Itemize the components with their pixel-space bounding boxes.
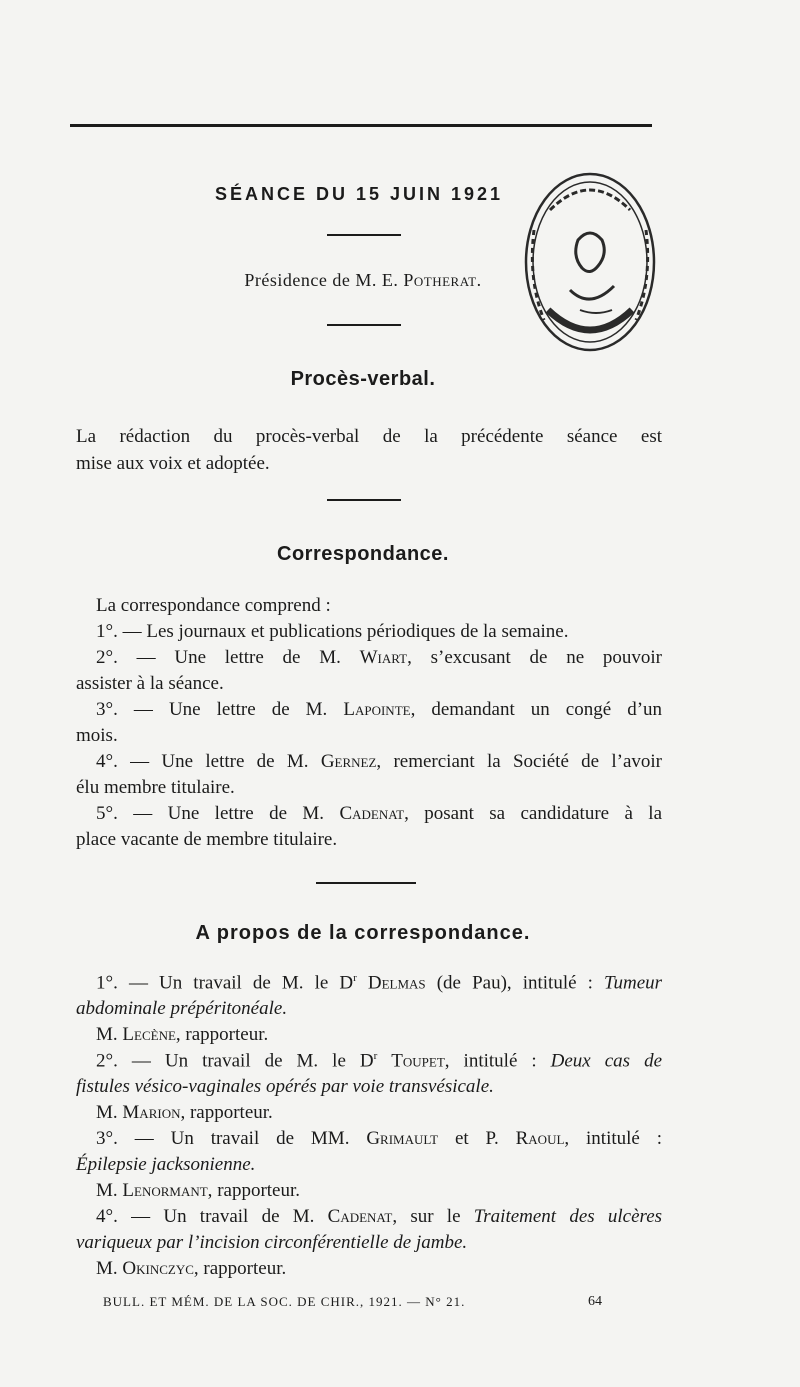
author-name: Gernez, xyxy=(320,751,382,772)
rapporteur-name: Lecène, xyxy=(122,1024,181,1045)
item-number: 4°. xyxy=(96,1206,118,1227)
item-number: 5°. xyxy=(96,803,118,824)
work-title: variqueux par l’incision circonférentielle de jambe. xyxy=(76,1232,468,1253)
item-text: — Un travail de M. xyxy=(131,1206,315,1227)
item-continuation: élu membre titulaire. xyxy=(76,777,235,798)
presidence-prefix: Présidence de M. E. xyxy=(244,270,399,290)
rapporteur-role: rapporteur. xyxy=(217,1180,301,1201)
text-line: La rédaction du procès-verbal de la précédente séance est xyxy=(76,426,662,447)
rapporteur-role: rapporteur. xyxy=(185,1024,269,1045)
rapporteur-prefix: M. xyxy=(96,1102,118,1123)
item-number: 4°. xyxy=(96,751,118,772)
item-text: (de Pau), intitulé : xyxy=(436,972,593,994)
rapporteur-line xyxy=(76,1180,662,1202)
item-text: posant sa candidature à la xyxy=(424,803,663,824)
item-text: — Une lettre de M. xyxy=(130,751,309,772)
item-text: sur le xyxy=(410,1206,461,1227)
correspondance-intro: La correspondance comprend : xyxy=(96,595,331,616)
president-name: Potherat. xyxy=(403,270,482,290)
library-seal-icon xyxy=(520,170,660,365)
item-number: 1°. xyxy=(96,972,118,994)
author-name: Cadenat, xyxy=(339,803,409,824)
item-continuation: assister à la séance. xyxy=(76,673,224,694)
item-text: — Une lettre de M. xyxy=(133,699,328,720)
item-text: — Un travail de MM. xyxy=(134,1128,350,1149)
running-footer: BULL. ET MÉM. DE LA SOC. DE CHIR., 1921. — N° 21. xyxy=(103,1294,466,1309)
correspondance-item xyxy=(76,699,662,721)
item-text: — Un travail de M. le D xyxy=(131,1050,374,1072)
divider xyxy=(327,499,401,501)
item-continuation xyxy=(76,1154,662,1176)
item-text: — Une lettre de M. xyxy=(136,647,341,668)
work-title: Deux cas de xyxy=(550,1050,663,1072)
work-title: fistules vésico-vaginales opérés par voie transvésicale. xyxy=(76,1076,494,1097)
rapporteur-name: Okinczyc, xyxy=(122,1258,199,1279)
item-text: intitulé : xyxy=(586,1128,663,1149)
work-title: Épilepsie jacksonienne. xyxy=(76,1154,256,1175)
item-continuation xyxy=(76,998,662,1020)
page-number: 64 xyxy=(588,1294,602,1309)
item-number: 2°. xyxy=(96,1050,118,1072)
author-name: Delmas xyxy=(367,972,426,994)
author-name: Cadenat, xyxy=(327,1206,398,1227)
apropos-item xyxy=(76,1050,662,1072)
author-name: Lapointe, xyxy=(343,699,416,720)
apropos-item xyxy=(76,1128,662,1150)
item-text: — Un travail de M. le D xyxy=(128,972,354,994)
divider xyxy=(327,234,401,236)
correspondance-item xyxy=(76,803,662,825)
item-number: 2°. xyxy=(96,647,118,668)
rapporteur-line xyxy=(76,1024,662,1046)
item-text: — Une lettre de M. xyxy=(133,803,325,824)
rapporteur-name: Marion, xyxy=(122,1102,186,1123)
author-name: Grimault xyxy=(366,1128,439,1149)
section-heading-proces-verbal: Procès-verbal. xyxy=(290,368,436,390)
superscript: r xyxy=(373,1050,378,1062)
section-heading-apropos: A propos de la correspondance. xyxy=(195,922,531,944)
work-title: abdominale prépéritonéale. xyxy=(76,998,288,1019)
seance-title: SÉANCE DU 15 JUIN 1921 xyxy=(214,184,504,204)
rapporteur-line xyxy=(76,1258,662,1280)
rapporteur-name: Lenormant, xyxy=(122,1180,213,1201)
item-continuation: mois. xyxy=(76,725,118,746)
item-number: 3°. xyxy=(96,699,118,720)
correspondance-item xyxy=(76,621,662,643)
rapporteur-prefix: M. xyxy=(96,1024,118,1045)
work-title: Traitement des ulcères xyxy=(473,1206,663,1227)
rapporteur-role: rapporteur. xyxy=(203,1258,287,1279)
top-rule xyxy=(70,124,652,127)
superscript: r xyxy=(353,972,357,984)
text-line: mise aux voix et adoptée. xyxy=(76,453,270,474)
item-continuation xyxy=(76,1076,662,1098)
item-number: 3°. xyxy=(96,1128,118,1149)
item-text: et P. xyxy=(454,1128,499,1149)
correspondance-item xyxy=(76,751,662,773)
item-text: — Les journaux et publications périodiques de la semaine. xyxy=(122,621,569,642)
item-text: intitulé : xyxy=(463,1050,537,1072)
work-title: Tumeur xyxy=(603,972,663,994)
item-continuation: place vacante de membre titulaire. xyxy=(76,829,338,850)
author-name: Toupet, xyxy=(391,1050,450,1072)
item-text: demandant un congé d’un xyxy=(431,699,663,720)
section-heading-correspondance: Correspondance. xyxy=(277,543,449,565)
rapporteur-role: rapporteur. xyxy=(189,1102,273,1123)
item-text: remerciant la Société de l’avoir xyxy=(393,751,663,772)
apropos-item xyxy=(76,972,662,994)
divider xyxy=(316,882,416,884)
item-number: 1°. xyxy=(96,621,118,642)
item-text: s’excusant de ne pouvoir xyxy=(430,647,662,668)
rapporteur-line xyxy=(76,1102,662,1124)
author-name: Wiart, xyxy=(359,647,412,668)
apropos-item xyxy=(76,1206,662,1228)
rapporteur-prefix: M. xyxy=(96,1180,118,1201)
author-name: Raoul, xyxy=(515,1128,570,1149)
divider xyxy=(327,324,401,326)
correspondance-item xyxy=(76,647,662,669)
rapporteur-prefix: M. xyxy=(96,1258,118,1279)
item-continuation xyxy=(76,1232,662,1254)
